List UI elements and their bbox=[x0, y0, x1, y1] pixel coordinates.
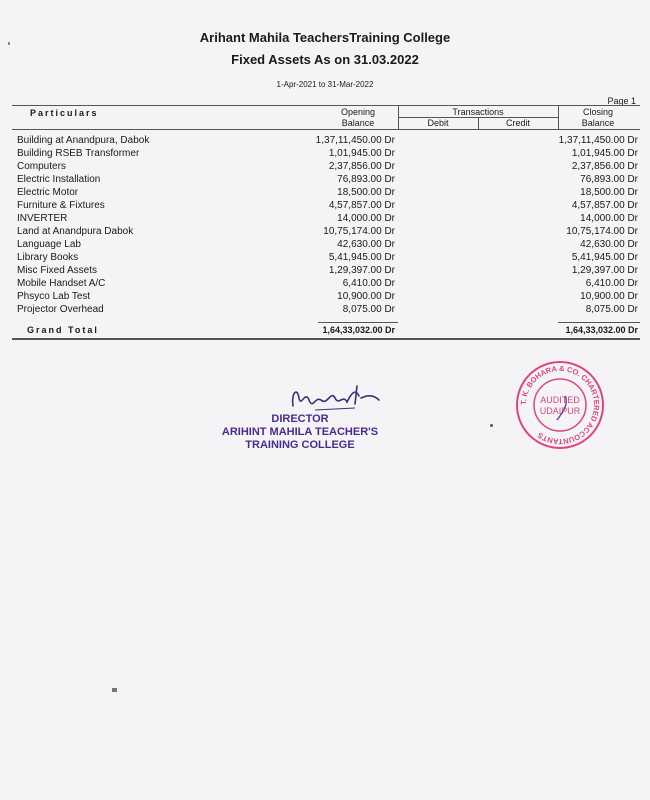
paper-speck bbox=[112, 688, 117, 692]
opening-balance: 42,630.00 Dr bbox=[337, 239, 395, 250]
asset-name: Mobile Handset A/C bbox=[17, 278, 106, 289]
total-rule-closing bbox=[558, 322, 640, 323]
seal-ring-text: T. K. BOHARA & CO. CHARTERED ACCOUNTANTS bbox=[518, 363, 602, 447]
closing-balance: 42,630.00 Dr bbox=[580, 239, 638, 250]
column-header-opening-line2: Balance bbox=[341, 118, 375, 128]
grand-total-rule bbox=[12, 338, 640, 340]
grand-total-label: Grand Total bbox=[27, 325, 99, 335]
organization-name: Arihant Mahila TeachersTraining College bbox=[199, 30, 451, 45]
page-number: Page 1 bbox=[607, 96, 636, 106]
signature-icon bbox=[285, 380, 385, 416]
asset-name: Projector Overhead bbox=[17, 304, 104, 315]
opening-balance: 5,41,945.00 Dr bbox=[328, 252, 395, 263]
table-row bbox=[0, 265, 650, 278]
table-row bbox=[0, 135, 650, 148]
asset-name: Misc Fixed Assets bbox=[17, 265, 98, 276]
column-header-opening-line1: Opening bbox=[340, 107, 376, 117]
asset-name: Land at Anandpura Dabok bbox=[17, 226, 134, 237]
paper-speck bbox=[8, 42, 10, 45]
closing-balance: 1,37,11,450.00 Dr bbox=[558, 135, 638, 146]
closing-balance: 76,893.00 Dr bbox=[580, 174, 638, 185]
table-row bbox=[0, 200, 650, 213]
table-row bbox=[0, 148, 650, 161]
asset-name: Electric Installation bbox=[17, 174, 101, 185]
asset-name: Electric Motor bbox=[17, 187, 79, 198]
document-title: Fixed Assets As on 31.03.2022 bbox=[231, 52, 419, 67]
header-top-rule bbox=[12, 105, 640, 106]
director-stamp-line2: ARIHINT MAHILA TEACHER'S bbox=[221, 426, 379, 438]
director-stamp-line3: TRAINING COLLEGE bbox=[245, 439, 355, 451]
column-header-credit: Credit bbox=[505, 118, 530, 128]
closing-balance: 5,41,945.00 Dr bbox=[571, 252, 638, 263]
auditor-seal-icon bbox=[515, 360, 605, 450]
closing-balance: 18,500.00 Dr bbox=[580, 187, 638, 198]
opening-balance: 10,900.00 Dr bbox=[337, 291, 395, 302]
asset-name: Phsyco Lab Test bbox=[17, 291, 91, 302]
table-row bbox=[0, 174, 650, 187]
column-header-debit: Debit bbox=[427, 118, 449, 128]
column-header-opening bbox=[318, 107, 398, 129]
closing-balance: 10,75,174.00 Dr bbox=[566, 226, 638, 237]
opening-balance: 14,000.00 Dr bbox=[337, 213, 395, 224]
seal-center-line1: AUDITED bbox=[540, 395, 580, 405]
closing-balance: 1,29,397.00 Dr bbox=[571, 265, 638, 276]
table-row bbox=[0, 304, 650, 317]
table-row bbox=[0, 252, 650, 265]
closing-balance: 6,410.00 Dr bbox=[585, 278, 638, 289]
asset-name: Furniture & Fixtures bbox=[17, 200, 105, 211]
asset-name: Computers bbox=[17, 161, 66, 172]
table-row bbox=[0, 187, 650, 200]
opening-balance: 1,29,397.00 Dr bbox=[328, 265, 395, 276]
column-header-transactions: Transactions bbox=[452, 107, 504, 117]
grand-total-opening: 1,64,33,032.00 Dr bbox=[322, 325, 395, 335]
director-stamp bbox=[200, 413, 400, 452]
opening-balance: 6,410.00 Dr bbox=[342, 278, 395, 289]
closing-balance: 10,900.00 Dr bbox=[580, 291, 638, 302]
table-row bbox=[0, 291, 650, 304]
header-bottom-rule bbox=[12, 129, 640, 130]
table-row bbox=[0, 278, 650, 291]
opening-balance: 1,01,945.00 Dr bbox=[328, 148, 395, 159]
opening-balance: 2,37,856.00 Dr bbox=[328, 161, 395, 172]
table-row bbox=[0, 161, 650, 174]
table-row bbox=[0, 213, 650, 226]
asset-name: Building at Anandpura, Dabok bbox=[17, 135, 150, 146]
grand-total-closing: 1,64,33,032.00 Dr bbox=[565, 325, 638, 335]
report-period: 1-Apr-2021 to 31-Mar-2022 bbox=[276, 80, 374, 89]
asset-name: INVERTER bbox=[17, 213, 68, 224]
column-header-closing-line2: Balance bbox=[581, 118, 615, 128]
paper-speck bbox=[490, 424, 493, 427]
closing-balance: 8,075.00 Dr bbox=[585, 304, 638, 315]
opening-balance: 4,57,857.00 Dr bbox=[328, 200, 395, 211]
opening-balance: 8,075.00 Dr bbox=[342, 304, 395, 315]
asset-name: Library Books bbox=[17, 252, 79, 263]
closing-balance: 1,01,945.00 Dr bbox=[571, 148, 638, 159]
column-header-closing-line1: Closing bbox=[582, 107, 613, 117]
total-rule-opening bbox=[318, 322, 398, 323]
asset-name: Language Lab bbox=[17, 239, 81, 250]
table-row bbox=[0, 239, 650, 252]
closing-balance: 2,37,856.00 Dr bbox=[571, 161, 638, 172]
opening-balance: 18,500.00 Dr bbox=[337, 187, 395, 198]
closing-balance: 4,57,857.00 Dr bbox=[571, 200, 638, 211]
opening-balance: 10,75,174.00 Dr bbox=[323, 226, 395, 237]
opening-balance: 1,37,11,450.00 Dr bbox=[315, 135, 395, 146]
seal-center-line2: UDAIPUR bbox=[539, 406, 581, 416]
director-stamp-line1: DIRECTOR bbox=[271, 413, 329, 425]
asset-name: Building RSEB Transformer bbox=[17, 148, 140, 159]
opening-balance: 76,893.00 Dr bbox=[337, 174, 395, 185]
table-row bbox=[0, 226, 650, 239]
column-header-closing bbox=[558, 107, 638, 129]
column-header-particulars: Particulars bbox=[30, 108, 99, 118]
closing-balance: 14,000.00 Dr bbox=[580, 213, 638, 224]
